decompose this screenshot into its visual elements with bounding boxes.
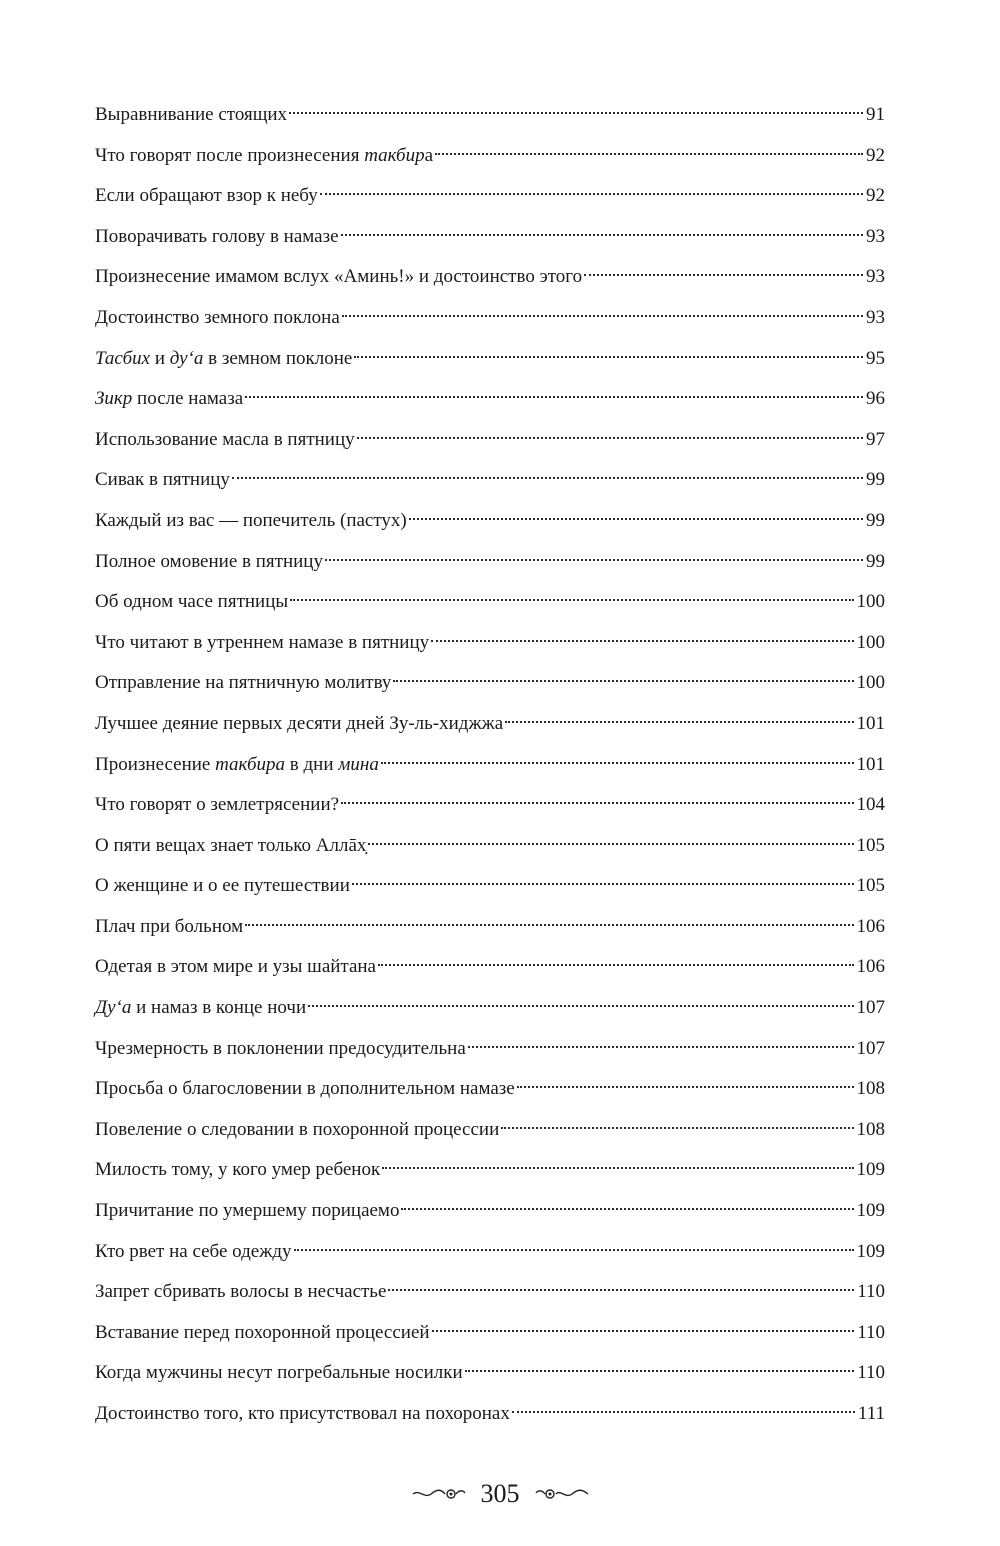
dot-leader — [320, 193, 863, 195]
toc-entry-title-italic: Тасбих — [95, 347, 151, 369]
dot-leader — [245, 924, 853, 926]
dot-leader — [468, 1046, 854, 1048]
toc-entry-title-text: Повеление о следовании в похоронной процессии — [95, 1118, 500, 1140]
toc-entry-title — [95, 1272, 386, 1313]
toc-entry-title — [95, 1191, 399, 1232]
toc-entry-title-text: Запрет сбривать волосы в несчастье — [95, 1281, 387, 1303]
scroll-ornament-icon — [534, 1487, 590, 1501]
toc-entry-title-text: Поворачивать голову в намазе — [95, 225, 339, 247]
toc-entry-page-number: 108 — [856, 1118, 885, 1140]
toc-entry-page-number: 99 — [866, 509, 885, 531]
toc-entry-page-number: 93 — [866, 266, 885, 288]
toc-entry-title — [95, 339, 352, 380]
dot-leader — [584, 274, 863, 276]
toc-entry-title-text: и — [150, 347, 170, 369]
toc-entry-title — [95, 176, 318, 217]
table-of-contents — [95, 95, 885, 1435]
toc-entry-title — [95, 947, 376, 988]
dot-leader — [382, 1167, 853, 1169]
toc-entry-title — [95, 745, 379, 786]
toc-entry-title — [95, 379, 243, 420]
toc-entry-title — [95, 988, 306, 1029]
toc-entry — [95, 420, 885, 461]
toc-entry-title — [95, 826, 366, 867]
toc-entry-title — [95, 582, 288, 623]
toc-entry-title — [95, 785, 339, 826]
dot-leader — [245, 396, 863, 398]
toc-entry — [95, 339, 885, 380]
toc-entry — [95, 907, 885, 948]
toc-entry — [95, 988, 885, 1029]
toc-entry-page-number: 97 — [866, 428, 885, 450]
toc-entry-title — [95, 501, 407, 542]
toc-entry-title-italic: мина — [338, 753, 379, 775]
toc-entry — [95, 95, 885, 136]
dot-leader — [501, 1127, 853, 1129]
toc-entry — [95, 1029, 885, 1070]
toc-entry-page-number: 107 — [856, 1037, 885, 1059]
toc-entry-page-number: 108 — [856, 1078, 885, 1100]
toc-entry-title-text: Каждый из вас — попечитель (пастух) — [95, 509, 407, 531]
toc-entry-title-italic: ду‘а — [169, 347, 204, 369]
toc-entry-title-text: Причитание по умершему порицаемо — [95, 1200, 400, 1222]
toc-entry-page-number: 100 — [856, 631, 885, 653]
dot-leader — [290, 599, 853, 601]
toc-entry-title-text: Вставание перед похоронной процессией — [95, 1321, 430, 1343]
toc-entry-title — [95, 1029, 466, 1070]
toc-entry-title-text: в земном поклоне — [203, 347, 353, 369]
toc-entry-title-text: Кто рвет на себе одежду — [95, 1240, 292, 1262]
toc-entry-page-number: 100 — [856, 672, 885, 694]
toc-entry — [95, 176, 885, 217]
toc-entry-page-number: 93 — [866, 225, 885, 247]
dot-leader — [325, 559, 863, 561]
toc-entry-title-text: после намаза — [132, 388, 244, 410]
toc-entry — [95, 257, 885, 298]
toc-entry-title-text: Использование масла в пятницу — [95, 428, 355, 450]
toc-entry-title — [95, 907, 243, 948]
toc-entry-title-text: Лучшее деяние первых десяти дней Зу-ль-хиджжа — [95, 712, 504, 734]
toc-entry-title — [95, 1394, 510, 1435]
toc-entry-title-text: Плач при больном — [95, 915, 244, 937]
toc-entry-title-text: в дни — [285, 753, 339, 775]
toc-entry-title — [95, 866, 350, 907]
dot-leader — [232, 477, 863, 479]
dot-leader — [357, 437, 863, 439]
toc-entry — [95, 501, 885, 542]
dot-leader — [401, 1208, 853, 1210]
toc-entry-title — [95, 542, 323, 583]
dot-leader — [505, 721, 853, 723]
dot-leader — [517, 1086, 854, 1088]
toc-entry-title-text: Отправление на пятничную молитву — [95, 672, 392, 694]
toc-entry-page-number: 101 — [856, 712, 885, 734]
toc-entry — [95, 1313, 885, 1354]
toc-entry-title-text: а — [424, 144, 434, 166]
toc-entry-title — [95, 1150, 380, 1191]
toc-entry-page-number: 91 — [866, 104, 885, 125]
toc-entry-title — [95, 217, 339, 258]
toc-entry-page-number: 100 — [856, 591, 885, 613]
page-footer — [0, 1478, 1000, 1509]
toc-entry — [95, 1150, 885, 1191]
dot-leader — [381, 762, 854, 764]
dot-leader — [354, 356, 863, 358]
toc-entry-page-number: 110 — [857, 1281, 885, 1303]
dot-leader — [378, 964, 854, 966]
toc-entry-page-number: 110 — [857, 1321, 885, 1343]
dot-leader — [388, 1289, 854, 1291]
dot-leader — [409, 518, 863, 520]
toc-entry — [95, 298, 885, 339]
page-number: 305 — [480, 1479, 520, 1509]
toc-entry-page-number: 92 — [866, 144, 885, 166]
dot-leader — [512, 1411, 855, 1413]
toc-entry-title-text: Что говорят о землетрясении? — [95, 794, 340, 816]
toc-entry-title-text: Что говорят после произнесения — [95, 144, 365, 166]
toc-entry — [95, 785, 885, 826]
toc-entry-title — [95, 1313, 430, 1354]
toc-entry-page-number: 106 — [856, 956, 885, 978]
toc-entry — [95, 1353, 885, 1394]
toc-entry-title-text: О пяти вещах знает только Аллāх̣ — [95, 834, 367, 856]
toc-entry-title-text: Выравнивание стоящих — [95, 104, 288, 125]
toc-entry-title-text: Милость тому, у кого умер ребенок — [95, 1159, 381, 1181]
dot-leader — [432, 1330, 855, 1332]
toc-entry-title-text: Произнесение — [95, 753, 216, 775]
toc-entry-title — [95, 298, 340, 339]
toc-entry-title — [95, 460, 230, 501]
toc-entry-title — [95, 623, 429, 664]
toc-entry — [95, 745, 885, 786]
toc-entry — [95, 1394, 885, 1435]
toc-entry — [95, 136, 885, 177]
toc-entry-page-number: 109 — [856, 1200, 885, 1222]
toc-entry-title-text: Просьба о благословении в дополнительном намазе — [95, 1078, 515, 1100]
dot-leader — [308, 1005, 853, 1007]
toc-entry — [95, 663, 885, 704]
toc-entry — [95, 460, 885, 501]
toc-entry-page-number: 110 — [857, 1362, 885, 1384]
toc-entry-title-text: и намаз в конце ночи — [131, 997, 307, 1019]
toc-entry-title-text: О женщине и о ее путешествии — [95, 875, 350, 897]
toc-entry — [95, 866, 885, 907]
toc-entry-title-italic: Ду‘а — [95, 997, 132, 1019]
toc-entry — [95, 1191, 885, 1232]
toc-entry-page-number: 106 — [856, 915, 885, 937]
toc-entry-title-italic: Зикр — [95, 388, 133, 410]
toc-entry-title-text: Достоинство земного поклона — [95, 306, 340, 328]
toc-entry-page-number: 109 — [856, 1240, 885, 1262]
toc-entry — [95, 582, 885, 623]
toc-entry — [95, 1069, 885, 1110]
toc-entry — [95, 623, 885, 664]
dot-leader — [431, 640, 853, 642]
toc-entry-page-number: 104 — [856, 794, 885, 816]
toc-entry-title-italic: такбир — [364, 144, 425, 166]
toc-entry — [95, 542, 885, 583]
toc-entry-page-number: 101 — [856, 753, 885, 775]
toc-entry — [95, 1232, 885, 1273]
toc-entry — [95, 826, 885, 867]
toc-entry-title-italic: такбира — [215, 753, 286, 775]
toc-entry — [95, 704, 885, 745]
toc-entry-title — [95, 704, 503, 745]
dot-leader — [465, 1370, 855, 1372]
toc-entry-page-number: 109 — [856, 1159, 885, 1181]
toc-entry-title — [95, 136, 433, 177]
toc-entry — [95, 217, 885, 258]
toc-entry — [95, 1110, 885, 1151]
toc-entry-title — [95, 1069, 515, 1110]
dot-leader — [368, 843, 853, 845]
toc-entry-page-number: 99 — [866, 469, 885, 491]
toc-entry-page-number: 93 — [866, 306, 885, 328]
toc-entry-page-number: 95 — [866, 347, 885, 369]
toc-entry-title-text: Когда мужчины несут погребальные носилки — [95, 1362, 463, 1384]
dot-leader — [352, 883, 854, 885]
dot-leader — [393, 680, 853, 682]
toc-entry-title — [95, 1353, 463, 1394]
toc-entry-title — [95, 1232, 292, 1273]
toc-entry — [95, 1272, 885, 1313]
toc-entry-title-text: Достоинство того, кто присутствовал на похоронах — [95, 1403, 510, 1424]
toc-entry-title — [95, 663, 391, 704]
toc-entry-page-number: 96 — [866, 388, 885, 410]
toc-entry-page-number: 105 — [856, 875, 885, 897]
toc-entry-title-text: Чрезмерность в поклонении предосудительна — [95, 1037, 466, 1059]
toc-entry-page-number: 92 — [866, 185, 885, 207]
toc-entry-title-text: Произнесение имамом вслух «Аминь!» и достоинство этого — [95, 266, 583, 288]
dot-leader — [341, 234, 863, 236]
toc-entry-title-text: Сивак в пятницу — [95, 469, 230, 491]
dot-leader — [289, 112, 863, 114]
dot-leader — [342, 315, 863, 317]
toc-entry — [95, 947, 885, 988]
toc-entry-page-number: 99 — [866, 550, 885, 572]
toc-entry-page-number: 105 — [856, 834, 885, 856]
toc-entry-title — [95, 420, 355, 461]
toc-entry-title — [95, 95, 287, 136]
scroll-ornament-icon — [411, 1487, 467, 1501]
toc-entry-page-number: 107 — [856, 997, 885, 1019]
toc-entry-title-text: Что читают в утреннем намазе в пятницу — [95, 631, 430, 653]
toc-entry-title-text: Об одном часе пятницы — [95, 591, 289, 613]
dot-leader — [294, 1249, 854, 1251]
toc-entry-title-text: Полное омовение в пятницу — [95, 550, 323, 572]
toc-entry-title-text: Если обращают взор к небу — [95, 185, 318, 207]
toc-entry-title — [95, 1110, 499, 1151]
toc-entry-title-text: Одетая в этом мире и узы шайтана — [95, 956, 376, 978]
dot-leader — [435, 153, 863, 155]
toc-entry — [95, 379, 885, 420]
toc-entry-title — [95, 257, 582, 298]
toc-entry-page-number: 111 — [857, 1403, 885, 1424]
dot-leader — [341, 802, 853, 804]
